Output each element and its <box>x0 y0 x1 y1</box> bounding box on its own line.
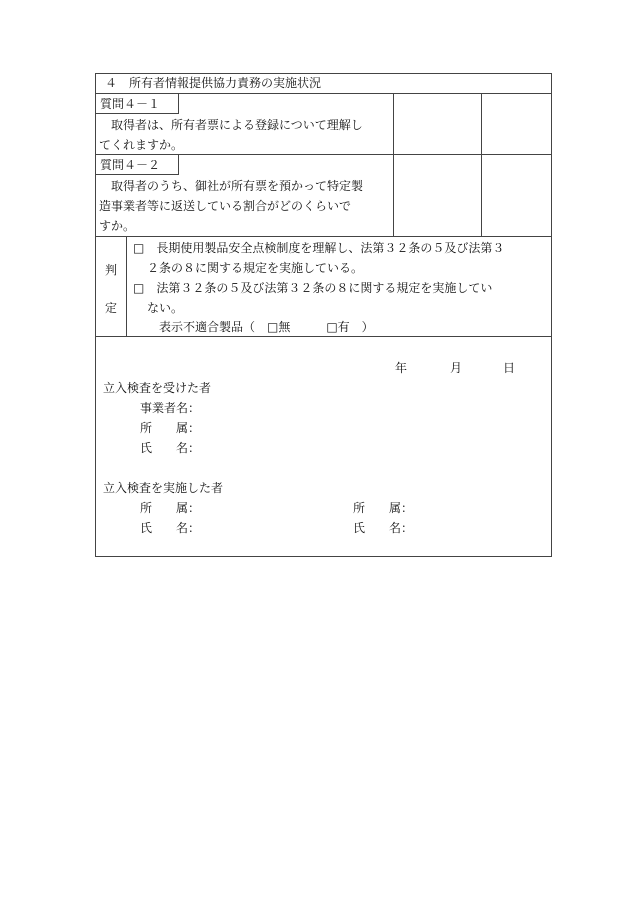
date-month: 月 <box>450 361 463 375</box>
answer-col-divider-2 <box>481 93 482 237</box>
date-year: 年 <box>395 361 408 375</box>
inspector-party-title: 立入検査を実施した者 <box>103 481 224 495</box>
answer-col-divider-1 <box>393 93 394 237</box>
judgment-side-label-1: 判 <box>105 263 118 277</box>
judgment-bottom-divider <box>95 336 552 337</box>
option-not-implemented-line-1[interactable]: □ 法第３２条の５及び法第３２条の８に関する規定を実施してい <box>133 281 493 295</box>
option-implemented-line-1[interactable]: □ 長期使用製品安全点検制度を理解し、法第３２条の５及び法第３ <box>133 241 505 255</box>
option-implemented-line-2: ２条の８に関する規定を実施している。 <box>147 261 364 275</box>
question-4-2-text-line-3: すか。 <box>99 219 136 233</box>
inspected-business-name-label: 事業者名： <box>140 401 201 415</box>
question-4-2-text-line-2: 造事業者等に返送している割合がどのくらいで <box>99 199 352 213</box>
question-4-1-label: 質問４－１ <box>100 97 161 111</box>
nonconforming-products-label[interactable]: 表示不適合製品（ □無 □有 ） <box>159 320 374 334</box>
section-heading: ４ 所有者情報提供協力責務の実施状況 <box>105 76 322 90</box>
inspector-name-label-right: 氏 名： <box>353 521 414 535</box>
question-4-2-label: 質問４－２ <box>100 158 161 172</box>
question-4-1-text-line-2: てくれますか。 <box>99 138 184 152</box>
inspected-name-label: 氏 名： <box>140 441 201 455</box>
judgment-top-divider <box>95 236 552 237</box>
inspection-form <box>95 73 552 557</box>
judgment-side-label-2: 定 <box>105 301 118 315</box>
inspected-party-title: 立入検査を受けた者 <box>103 381 212 395</box>
judgment-side-divider <box>126 236 127 336</box>
question-4-2-text-line-1: 取得者のうち、御社が所有票を預かって特定製 <box>99 179 364 193</box>
option-not-implemented-line-2: ない。 <box>147 301 184 315</box>
date-day: 日 <box>503 361 516 375</box>
inspector-affiliation-label-left: 所 属： <box>140 501 201 515</box>
inspector-name-label-left: 氏 名： <box>140 521 201 535</box>
inspector-affiliation-label-right: 所 属： <box>353 501 414 515</box>
question-4-1-text-line-1: 取得者は、所有者票による登録について理解し <box>99 118 363 132</box>
inspected-affiliation-label: 所 属： <box>140 421 201 435</box>
